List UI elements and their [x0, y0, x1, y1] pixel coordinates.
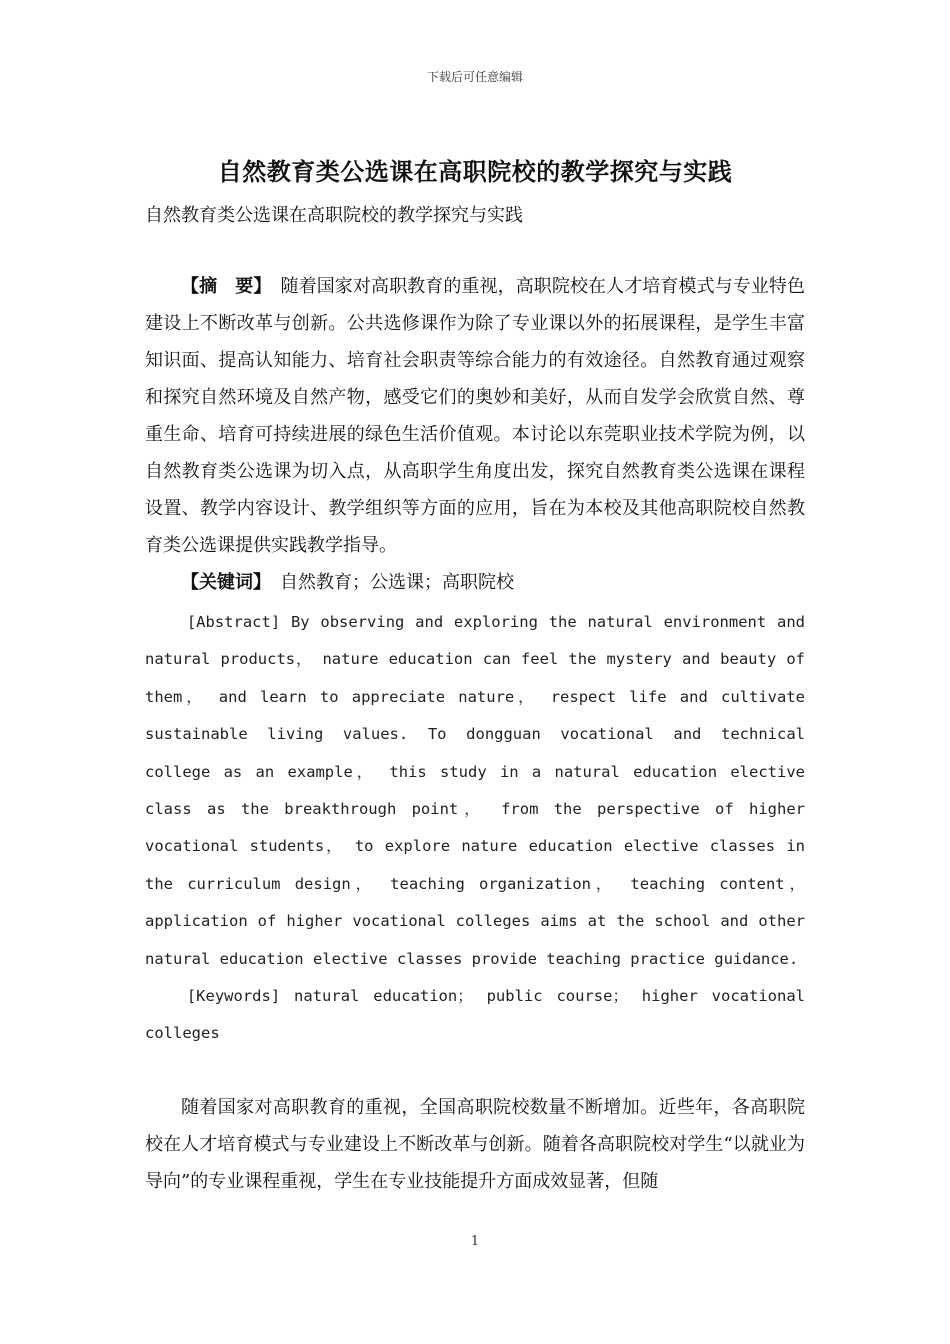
keywords-cn-text: 自然教育；公选课；高职院校 — [280, 572, 514, 593]
abstract-cn-text: 随着国家对高职教育的重视，高职院校在人才培育模式与专业特色建设上不断改革与创新。公共选修课作为除了专业课以外的拓展课程，是学生丰富知识面、提高认知能力、培育社会职责等综合能力的有效途径。自然教育通过观察和探究自然环境及自然产物，感受它们的奥妙和美好，从而自发学会欣赏自然、尊重生命、培育可持续进展的绿色生活价值观。本讨论以东莞职业技术学院为例，以自然教育类公选课为切入点，从高职学生角度出发，探究自然教育类公选课在课程设置、教学内容设计、教学组织等方面的应用，旨在为本校及其他高职院校自然教育类公选课提供实践教学指导。 — [145, 276, 806, 556]
keywords-cn-label: 【关键词】 — [181, 572, 262, 593]
intro-paragraph: 随着国家对高职教育的重视，全国高职院校数量不断增加。近些年，各高职院校在人才培育模式与专业建设上不断改革与创新。随着各高职院校对学生“以就业为导向”的专业课程重视，学生在专业技能提升方面成效显著，但随 — [145, 1097, 805, 1192]
keywords-en-text: natural education； public course； higher vocational colleges — [145, 987, 805, 1043]
abstract-cn-label: 【摘 要】 — [181, 276, 263, 297]
keywords-cn-paragraph — [145, 564, 805, 601]
abstract-cn-section — [145, 268, 805, 601]
abstract-en-section — [145, 604, 805, 1053]
document-title: 自然教育类公选课在高职院校的教学探究与实践 — [217, 158, 733, 186]
abstract-en-label: [Abstract] — [186, 613, 281, 631]
keywords-en-label: [Keywords] — [186, 987, 281, 1006]
page-number: 1 — [470, 1234, 480, 1249]
document-subtitle: 自然教育类公选课在高职院校的教学探究与实践 — [145, 205, 523, 226]
header-note: 下载后可任意编辑 — [426, 70, 523, 84]
keywords-en-paragraph — [145, 978, 805, 1053]
abstract-en-text: By observing and exploring the natural environment and natural products， nature education can feel the mystery and beauty of them， and learn to appreciate nature， respect life and cultivate sustainable living values. To dongguan vocational and technical college as an example， this study in a natural education elective class as the breakthrough point， from the perspective of higher vocational students， to explore nature education elective classes in the curriculum design， teaching organization， teaching content， application of higher vocational colleges aims at the school and other natural education elective classes provide teaching practice guidance. — [145, 613, 805, 968]
abstract-en-paragraph — [145, 604, 805, 978]
abstract-cn-paragraph — [145, 268, 805, 564]
intro-section — [145, 1089, 805, 1200]
